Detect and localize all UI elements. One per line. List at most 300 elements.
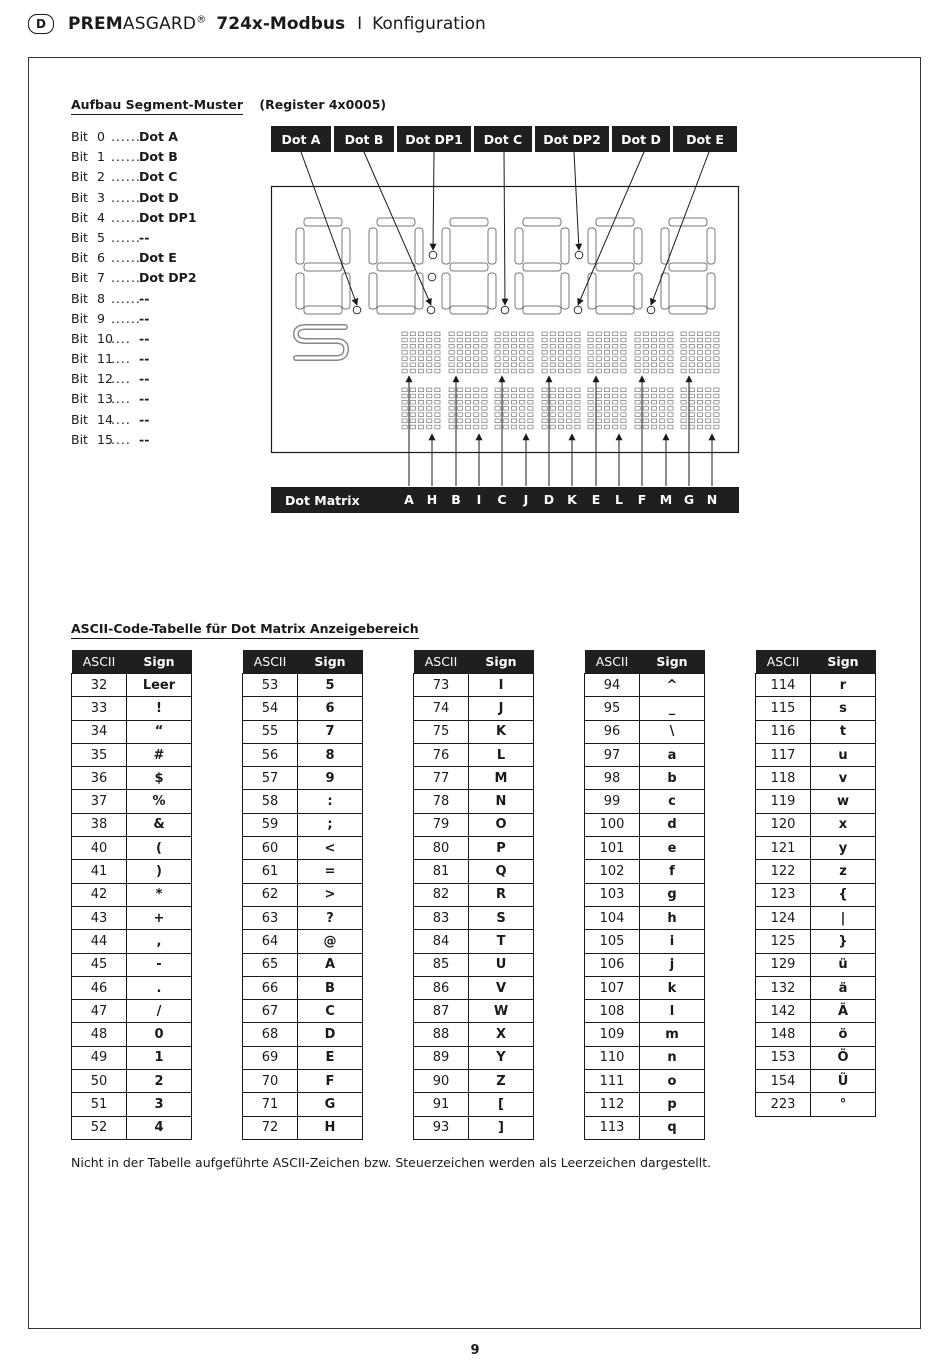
table-row — [756, 953, 876, 976]
matrix-pixel — [604, 400, 609, 404]
table-row — [243, 813, 363, 836]
segment-bar — [450, 218, 488, 226]
matrix-pixel — [714, 363, 719, 367]
matrix-pixel — [668, 338, 673, 342]
ascii-code: 122 — [756, 860, 811, 883]
ascii-sign: A — [298, 953, 363, 976]
table-row — [756, 1023, 876, 1046]
ascii-code: 120 — [756, 813, 811, 836]
matrix-pixel — [567, 419, 572, 423]
table-row — [414, 743, 534, 766]
matrix-pixel — [596, 388, 601, 392]
matrix-pixel — [542, 363, 547, 367]
ascii-code: 34 — [72, 720, 127, 743]
ascii-sign: - — [127, 953, 192, 976]
matrix-pixel — [697, 338, 702, 342]
ascii-code: 109 — [585, 1023, 640, 1046]
segment-dot — [429, 251, 437, 259]
matrix-pixel — [635, 394, 640, 398]
ascii-sign: r — [811, 674, 876, 697]
bit-value: Dot DP1 — [139, 209, 197, 225]
ascii-sign: $ — [127, 767, 192, 790]
matrix-letter: L — [615, 492, 623, 507]
ascii-sign: ^ — [640, 674, 705, 697]
matrix-letter: G — [683, 492, 695, 507]
bit-dots: ...... — [111, 169, 141, 185]
table-row — [72, 697, 192, 720]
ascii-sign: e — [640, 837, 705, 860]
table-row — [585, 1000, 705, 1023]
ascii-sign: P — [469, 837, 534, 860]
matrix-pixel — [689, 413, 694, 417]
table-row — [756, 883, 876, 906]
matrix-pixel — [668, 400, 673, 404]
matrix-pixel — [550, 419, 555, 423]
table-row — [72, 813, 192, 836]
matrix-pixel — [482, 338, 487, 342]
ascii-sign: i — [640, 930, 705, 953]
matrix-pixel — [706, 394, 711, 398]
matrix-pixel — [418, 338, 423, 342]
ascii-code: 48 — [72, 1023, 127, 1046]
ascii-sign: ( — [127, 837, 192, 860]
bit-value: -- — [139, 411, 150, 427]
segment-bar — [523, 218, 561, 226]
table-row — [756, 1070, 876, 1093]
matrix-pixel — [503, 425, 508, 429]
matrix-pixel — [604, 351, 609, 355]
ascii-code: 124 — [756, 906, 811, 929]
matrix-pixel — [542, 369, 547, 373]
matrix-pixel — [482, 407, 487, 411]
matrix-pixel — [511, 413, 516, 417]
matrix-pixel — [558, 344, 563, 348]
table-row — [585, 837, 705, 860]
matrix-pixel — [651, 351, 656, 355]
matrix-pixel — [435, 413, 440, 417]
matrix-pixel — [613, 400, 618, 404]
table-row — [756, 1046, 876, 1069]
ascii-sign: 7 — [298, 720, 363, 743]
ascii-code: 68 — [243, 1023, 298, 1046]
ascii-code: 41 — [72, 860, 127, 883]
ascii-code: 100 — [585, 813, 640, 836]
matrix-pixel — [482, 332, 487, 336]
matrix-pixel — [511, 419, 516, 423]
matrix-pixel — [621, 400, 626, 404]
matrix-pixel — [410, 400, 415, 404]
matrix-letter: E — [591, 492, 601, 507]
matrix-pixel — [558, 332, 563, 336]
ascii-sign: Ä — [811, 1000, 876, 1023]
matrix-pixel — [689, 394, 694, 398]
matrix-pixel — [714, 351, 719, 355]
ascii-col-header: ASCII — [756, 650, 811, 674]
matrix-pixel — [482, 400, 487, 404]
ascii-sign: 0 — [127, 1023, 192, 1046]
matrix-pixel — [474, 338, 479, 342]
bit-dots: .... — [111, 351, 131, 367]
matrix-pixel — [427, 338, 432, 342]
bit-dots: ...... — [111, 209, 141, 225]
matrix-pixel — [457, 369, 462, 373]
table-row — [243, 837, 363, 860]
matrix-pixel — [635, 363, 640, 367]
matrix-pixel — [449, 407, 454, 411]
matrix-pixel — [588, 344, 593, 348]
ascii-sign: * — [127, 883, 192, 906]
table-row — [243, 1046, 363, 1069]
table-row — [414, 883, 534, 906]
matrix-pixel — [651, 363, 656, 367]
page-number: 9 — [470, 1343, 480, 1358]
matrix-pixel — [697, 394, 702, 398]
matrix-pixel — [542, 338, 547, 342]
ascii-sign: Z — [469, 1070, 534, 1093]
table-row — [414, 674, 534, 697]
matrix-pixel — [410, 413, 415, 417]
table-row — [585, 1116, 705, 1139]
ascii-sign: U — [469, 953, 534, 976]
matrix-pixel — [621, 407, 626, 411]
segment-bar — [369, 273, 377, 309]
segment-bar — [342, 273, 350, 309]
matrix-pixel — [567, 394, 572, 398]
ascii-code: 98 — [585, 767, 640, 790]
table-row — [414, 906, 534, 929]
table-row — [585, 1046, 705, 1069]
matrix-pixel — [449, 400, 454, 404]
ascii-sign: % — [127, 790, 192, 813]
matrix-pixel — [520, 338, 525, 342]
matrix-pixel — [697, 351, 702, 355]
table-row — [756, 976, 876, 999]
matrix-pixel — [427, 407, 432, 411]
brand-rest: ASGARD — [122, 14, 197, 34]
matrix-pixel — [604, 425, 609, 429]
sign-col-header: Sign — [811, 650, 876, 674]
matrix-pixel — [520, 419, 525, 423]
ascii-code: 91 — [414, 1093, 469, 1116]
segment-bar — [515, 273, 523, 309]
matrix-pixel — [668, 332, 673, 336]
matrix-pixel — [449, 351, 454, 355]
matrix-pixel — [668, 351, 673, 355]
matrix-letter: K — [567, 492, 577, 507]
ascii-code: 101 — [585, 837, 640, 860]
matrix-pixel — [660, 388, 665, 392]
matrix-pixel — [449, 394, 454, 398]
ascii-code: 106 — [585, 953, 640, 976]
matrix-pixel — [402, 351, 407, 355]
matrix-pixel — [604, 419, 609, 423]
matrix-pixel — [604, 363, 609, 367]
matrix-pixel — [465, 413, 470, 417]
segment-bar — [304, 306, 342, 314]
ascii-col-header: ASCII — [414, 650, 469, 674]
table-row — [585, 674, 705, 697]
matrix-pixel — [511, 425, 516, 429]
ascii-sign: 2 — [127, 1070, 192, 1093]
matrix-pixel — [503, 413, 508, 417]
matrix-pixel — [410, 351, 415, 355]
ascii-code: 43 — [72, 906, 127, 929]
matrix-pixel — [621, 369, 626, 373]
ascii-code: 86 — [414, 976, 469, 999]
segment-bar — [596, 263, 634, 271]
bit-number: 12 — [97, 371, 113, 387]
segment-dot — [353, 306, 361, 314]
table-row — [414, 1000, 534, 1023]
matrix-pixel — [410, 357, 415, 361]
matrix-pixel — [643, 332, 648, 336]
matrix-pixel — [550, 338, 555, 342]
matrix-pixel — [596, 338, 601, 342]
matrix-pixel — [550, 413, 555, 417]
bit-number: 6 — [97, 250, 105, 266]
matrix-pixel — [588, 332, 593, 336]
ascii-sign: q — [640, 1116, 705, 1139]
ascii-code: 37 — [72, 790, 127, 813]
bit-label: Bit — [71, 431, 88, 447]
ascii-sign: n — [640, 1046, 705, 1069]
matrix-pixel — [511, 400, 516, 404]
ascii-code: 44 — [72, 930, 127, 953]
matrix-pixel — [449, 388, 454, 392]
matrix-pixel — [689, 400, 694, 404]
bit-label: Bit — [71, 371, 88, 387]
matrix-pixel — [503, 351, 508, 355]
ascii-sign: K — [469, 720, 534, 743]
bit-number: 3 — [97, 189, 105, 205]
table-row — [243, 953, 363, 976]
ascii-code: 121 — [756, 837, 811, 860]
ascii-sign: + — [127, 906, 192, 929]
table-row — [414, 1070, 534, 1093]
matrix-pixel — [465, 425, 470, 429]
matrix-pixel — [604, 332, 609, 336]
segment-bar — [369, 228, 377, 264]
dot-pointer-line — [433, 152, 434, 250]
bit-label: Bit — [71, 189, 88, 205]
matrix-pixel — [651, 332, 656, 336]
matrix-pixel — [511, 357, 516, 361]
matrix-pixel — [660, 407, 665, 411]
matrix-pixel — [697, 425, 702, 429]
matrix-pixel — [418, 400, 423, 404]
matrix-pixel — [511, 363, 516, 367]
ascii-sign: [ — [469, 1093, 534, 1116]
ascii-table — [242, 650, 363, 1140]
segment-bar — [523, 306, 561, 314]
ascii-sign: Y — [469, 1046, 534, 1069]
bit-dots: .... — [111, 411, 131, 427]
table-row — [243, 697, 363, 720]
matrix-pixel — [621, 425, 626, 429]
bit-number: 7 — [97, 270, 105, 286]
ascii-sign: H — [298, 1116, 363, 1139]
matrix-pixel — [660, 400, 665, 404]
ascii-code: 110 — [585, 1046, 640, 1069]
ascii-sign: c — [640, 790, 705, 813]
matrix-pixel — [714, 394, 719, 398]
ascii-code: 71 — [243, 1093, 298, 1116]
matrix-pixel — [402, 425, 407, 429]
ascii-table — [413, 650, 534, 1140]
segment-bar — [377, 306, 415, 314]
ascii-table-title: ASCII-Code-Tabelle für Dot Matrix Anzeigebereich — [71, 621, 419, 639]
matrix-pixel — [706, 357, 711, 361]
matrix-pixel — [465, 369, 470, 373]
segment-bar — [304, 263, 342, 271]
matrix-pixel — [410, 332, 415, 336]
matrix-pixel — [681, 413, 686, 417]
matrix-pixel — [596, 407, 601, 411]
bit-value: Dot C — [139, 169, 178, 185]
matrix-pixel — [418, 363, 423, 367]
matrix-pixel — [474, 388, 479, 392]
matrix-pixel — [528, 363, 533, 367]
matrix-pixel — [558, 351, 563, 355]
ascii-code: 38 — [72, 813, 127, 836]
ascii-code: 89 — [414, 1046, 469, 1069]
ascii-sign: ) — [127, 860, 192, 883]
ascii-sign: ? — [298, 906, 363, 929]
ascii-code: 123 — [756, 883, 811, 906]
ascii-code: 153 — [756, 1046, 811, 1069]
ascii-sign: Ö — [811, 1046, 876, 1069]
ascii-sign: d — [640, 813, 705, 836]
matrix-pixel — [503, 419, 508, 423]
table-row — [414, 1023, 534, 1046]
ascii-sign: “ — [127, 720, 192, 743]
matrix-pixel — [435, 388, 440, 392]
matrix-pixel — [542, 425, 547, 429]
matrix-pixel — [621, 338, 626, 342]
ascii-code: 223 — [756, 1093, 811, 1116]
ascii-code: 118 — [756, 767, 811, 790]
segment-bar — [596, 306, 634, 314]
bit-value: Dot E — [139, 250, 177, 266]
matrix-pixel — [402, 363, 407, 367]
matrix-pixel — [706, 425, 711, 429]
matrix-pixel — [681, 425, 686, 429]
matrix-pixel — [511, 388, 516, 392]
matrix-pixel — [410, 363, 415, 367]
ascii-sign: 4 — [127, 1116, 192, 1139]
matrix-pixel — [660, 363, 665, 367]
matrix-pixel — [567, 400, 572, 404]
matrix-pixel — [567, 388, 572, 392]
ascii-sign: ä — [811, 976, 876, 999]
matrix-pixel — [681, 394, 686, 398]
ascii-sign: O — [469, 813, 534, 836]
bit-value: Dot B — [139, 149, 178, 165]
segment-bar — [296, 228, 304, 264]
ascii-code: 42 — [72, 883, 127, 906]
bit-label: Bit — [71, 250, 88, 266]
ascii-code: 79 — [414, 813, 469, 836]
matrix-pixel — [668, 388, 673, 392]
segment-bar — [377, 263, 415, 271]
matrix-pixel — [520, 407, 525, 411]
matrix-pixel — [457, 394, 462, 398]
model-name: 724x-Modbus — [216, 14, 346, 34]
bit-label: Bit — [71, 290, 88, 306]
matrix-pixel — [668, 407, 673, 411]
matrix-pixel — [697, 413, 702, 417]
ascii-code: 59 — [243, 813, 298, 836]
table-row — [414, 860, 534, 883]
matrix-pixel — [528, 338, 533, 342]
matrix-pixel — [528, 351, 533, 355]
matrix-pixel — [418, 369, 423, 373]
ascii-code: 57 — [243, 767, 298, 790]
matrix-pixel — [651, 357, 656, 361]
table-row — [756, 1093, 876, 1116]
ascii-code: 65 — [243, 953, 298, 976]
table-row — [756, 743, 876, 766]
segment-bar — [442, 273, 450, 309]
matrix-pixel — [588, 369, 593, 373]
matrix-pixel — [482, 413, 487, 417]
ascii-code: 67 — [243, 1000, 298, 1023]
matrix-pixel — [528, 407, 533, 411]
matrix-pixel — [660, 419, 665, 423]
matrix-pixel — [643, 400, 648, 404]
segment-bar — [342, 228, 350, 264]
bit-label: Bit — [71, 391, 88, 407]
matrix-pixel — [575, 332, 580, 336]
matrix-pixel — [596, 394, 601, 398]
matrix-pixel — [681, 351, 686, 355]
matrix-pixel — [427, 425, 432, 429]
ascii-code: 55 — [243, 720, 298, 743]
ascii-sign: V — [469, 976, 534, 999]
matrix-pixel — [474, 344, 479, 348]
segment-heading: Aufbau Segment-Muster — [71, 97, 243, 115]
matrix-pixel — [482, 351, 487, 355]
table-row — [585, 1070, 705, 1093]
matrix-pixel — [402, 344, 407, 348]
matrix-pixel — [706, 332, 711, 336]
matrix-pixel — [697, 357, 702, 361]
table-row — [414, 930, 534, 953]
matrix-pixel — [588, 400, 593, 404]
segment-bar — [415, 228, 423, 264]
ascii-sign: F — [298, 1070, 363, 1093]
matrix-pixel — [681, 369, 686, 373]
matrix-pixel — [427, 400, 432, 404]
matrix-pixel — [635, 369, 640, 373]
ascii-sign: R — [469, 883, 534, 906]
matrix-pixel — [495, 332, 500, 336]
matrix-pixel — [435, 332, 440, 336]
ascii-code: 76 — [414, 743, 469, 766]
matrix-pixel — [613, 369, 618, 373]
matrix-pixel — [643, 407, 648, 411]
bit-value: -- — [139, 330, 150, 346]
matrix-pixel — [681, 357, 686, 361]
matrix-pixel — [575, 400, 580, 404]
matrix-pixel — [681, 344, 686, 348]
bit-dots: ...... — [111, 189, 141, 205]
matrix-pixel — [528, 394, 533, 398]
matrix-pixel — [621, 394, 626, 398]
ascii-sign: Ü — [811, 1070, 876, 1093]
matrix-pixel — [635, 400, 640, 404]
table-row — [243, 720, 363, 743]
